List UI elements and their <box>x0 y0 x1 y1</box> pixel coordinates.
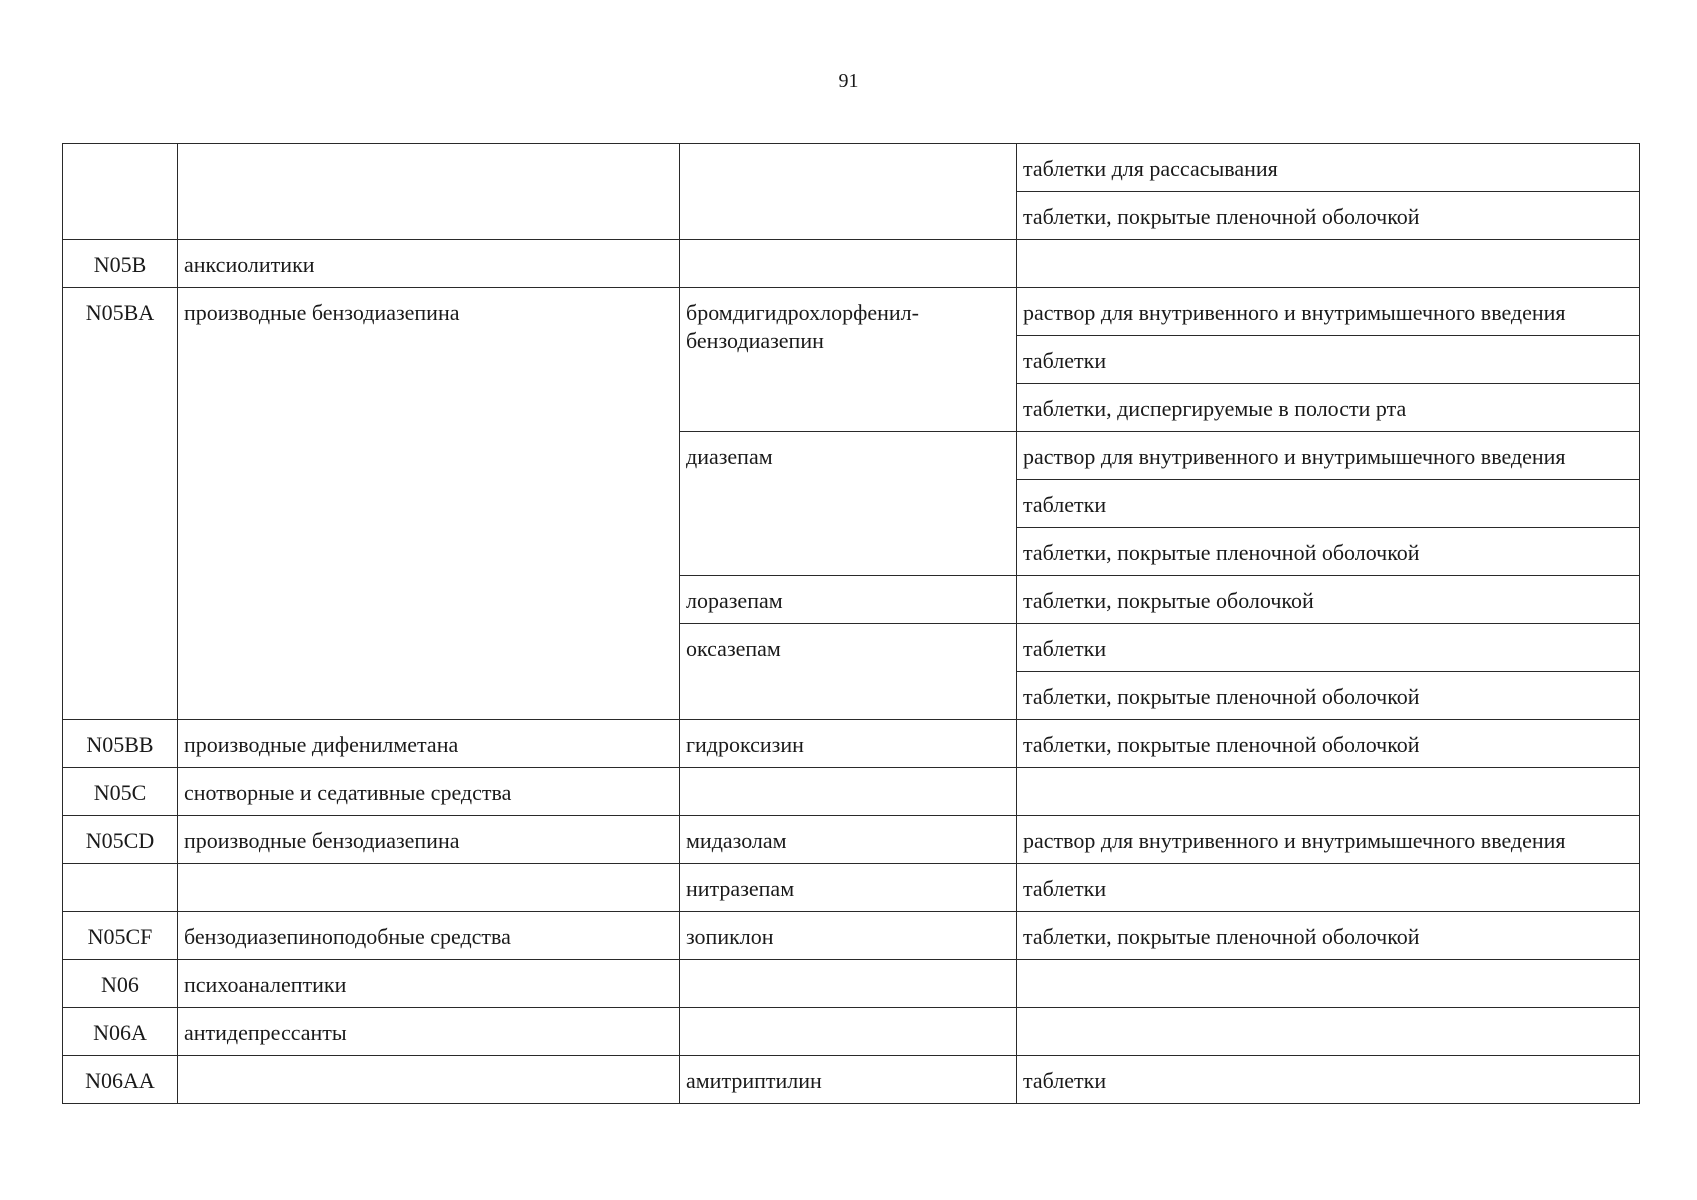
form-cell <box>1017 528 1640 576</box>
drug-name: зопиклон <box>686 924 774 949</box>
form-cell <box>1017 1008 1640 1056</box>
drug-cell <box>680 144 1017 240</box>
drug-cell <box>680 288 1017 432</box>
drug-table <box>62 143 1640 1104</box>
drug-cell <box>680 912 1017 960</box>
table-row <box>63 960 1640 1008</box>
drug-cell <box>680 1008 1017 1056</box>
drug-name: оксазепам <box>686 636 781 661</box>
drug-name: гидроксизин <box>686 732 804 757</box>
table-row <box>63 720 1640 768</box>
form-text: раствор для внутривенного и внутримышечного введения <box>1023 828 1566 853</box>
group-name: производные дифенилметана <box>184 732 459 757</box>
form-text: раствор для внутривенного и внутримышечного введения <box>1023 444 1566 469</box>
form-text: таблетки, покрытые пленочной оболочкой <box>1023 924 1420 949</box>
atc-code: N06 <box>101 972 139 997</box>
table-row <box>63 144 1640 192</box>
table-row <box>63 1056 1640 1104</box>
form-cell <box>1017 720 1640 768</box>
drug-name: мидазолам <box>686 828 787 853</box>
form-cell <box>1017 336 1640 384</box>
form-text: таблетки <box>1023 492 1107 517</box>
drug-cell <box>680 432 1017 576</box>
form-cell <box>1017 624 1640 672</box>
group-name: антидепрессанты <box>184 1020 347 1045</box>
atc-code-cell <box>63 720 178 768</box>
form-text: таблетки, покрытые оболочкой <box>1023 588 1314 613</box>
atc-code-cell <box>63 144 178 240</box>
atc-code: N05BB <box>86 732 154 757</box>
atc-code: N05CF <box>87 924 153 949</box>
form-text: таблетки <box>1023 1068 1107 1093</box>
atc-code-cell <box>63 1008 178 1056</box>
group-name: анксиолитики <box>184 252 315 277</box>
atc-code-cell <box>63 240 178 288</box>
table-row <box>63 768 1640 816</box>
form-text: таблетки для рассасывания <box>1023 156 1278 181</box>
drug-cell <box>680 720 1017 768</box>
table-row <box>63 288 1640 336</box>
drug-cell <box>680 576 1017 624</box>
group-cell <box>178 144 680 240</box>
form-text: таблетки <box>1023 348 1107 373</box>
atc-code-cell <box>63 960 178 1008</box>
drug-cell <box>680 816 1017 864</box>
group-cell <box>178 288 680 720</box>
table-row <box>63 864 1640 912</box>
group-name: бензодиазепиноподобные средства <box>184 924 511 949</box>
group-name: производные бензодиазепина <box>184 300 460 325</box>
form-cell <box>1017 1056 1640 1104</box>
form-cell <box>1017 240 1640 288</box>
form-text: таблетки <box>1023 636 1107 661</box>
table-row <box>63 1008 1640 1056</box>
atc-code-cell <box>63 288 178 720</box>
atc-code-cell <box>63 816 178 864</box>
group-cell <box>178 768 680 816</box>
form-cell <box>1017 480 1640 528</box>
drug-name: нитразепам <box>686 876 795 901</box>
drug-cell <box>680 1056 1017 1104</box>
form-cell <box>1017 816 1640 864</box>
table-row <box>63 816 1640 864</box>
form-cell <box>1017 960 1640 1008</box>
form-cell <box>1017 864 1640 912</box>
form-cell <box>1017 384 1640 432</box>
form-text: таблетки, покрытые пленочной оболочкой <box>1023 204 1420 229</box>
group-name: производные бензодиазепина <box>184 828 460 853</box>
group-cell <box>178 240 680 288</box>
form-cell <box>1017 768 1640 816</box>
atc-code: N05B <box>93 252 147 277</box>
group-cell <box>178 1056 680 1104</box>
form-cell <box>1017 432 1640 480</box>
atc-code-cell <box>63 912 178 960</box>
drug-cell <box>680 624 1017 720</box>
form-text: таблетки <box>1023 876 1107 901</box>
form-cell <box>1017 576 1640 624</box>
group-cell <box>178 720 680 768</box>
drug-name: амитриптилин <box>686 1068 822 1093</box>
form-text: таблетки, покрытые пленочной оболочкой <box>1023 732 1420 757</box>
group-name: психоаналептики <box>184 972 347 997</box>
drug-cell <box>680 768 1017 816</box>
form-text: таблетки, диспергируемые в полости рта <box>1023 396 1407 421</box>
atc-code: N05CD <box>85 828 155 853</box>
group-cell <box>178 912 680 960</box>
form-cell <box>1017 672 1640 720</box>
atc-code: N06A <box>93 1020 147 1045</box>
page-number: 91 <box>838 70 859 92</box>
form-text: раствор для внутривенного и внутримышечного введения <box>1023 300 1566 325</box>
form-cell <box>1017 912 1640 960</box>
drug-name: лоразепам <box>686 588 783 613</box>
atc-code-cell <box>63 768 178 816</box>
drug-cell <box>680 240 1017 288</box>
group-name: снотворные и седативные средства <box>184 780 512 805</box>
table-row <box>63 912 1640 960</box>
group-cell <box>178 816 680 864</box>
form-text: таблетки, покрытые пленочной оболочкой <box>1023 684 1420 709</box>
drug-name: диазепам <box>686 444 773 469</box>
atc-code-cell <box>63 864 178 912</box>
form-cell <box>1017 288 1640 336</box>
atc-code: N05BA <box>85 300 155 325</box>
group-cell <box>178 1008 680 1056</box>
form-text: таблетки, покрытые пленочной оболочкой <box>1023 540 1420 565</box>
group-cell <box>178 960 680 1008</box>
group-cell <box>178 864 680 912</box>
drug-cell <box>680 864 1017 912</box>
atc-code: N05C <box>93 780 147 805</box>
atc-code-cell <box>63 1056 178 1104</box>
table-row <box>63 240 1640 288</box>
drug-name: бромдигидрохлорфенил-бензодиазепин <box>686 300 919 353</box>
form-cell <box>1017 144 1640 192</box>
form-cell <box>1017 192 1640 240</box>
drug-cell <box>680 960 1017 1008</box>
atc-code: N06AA <box>85 1068 155 1093</box>
